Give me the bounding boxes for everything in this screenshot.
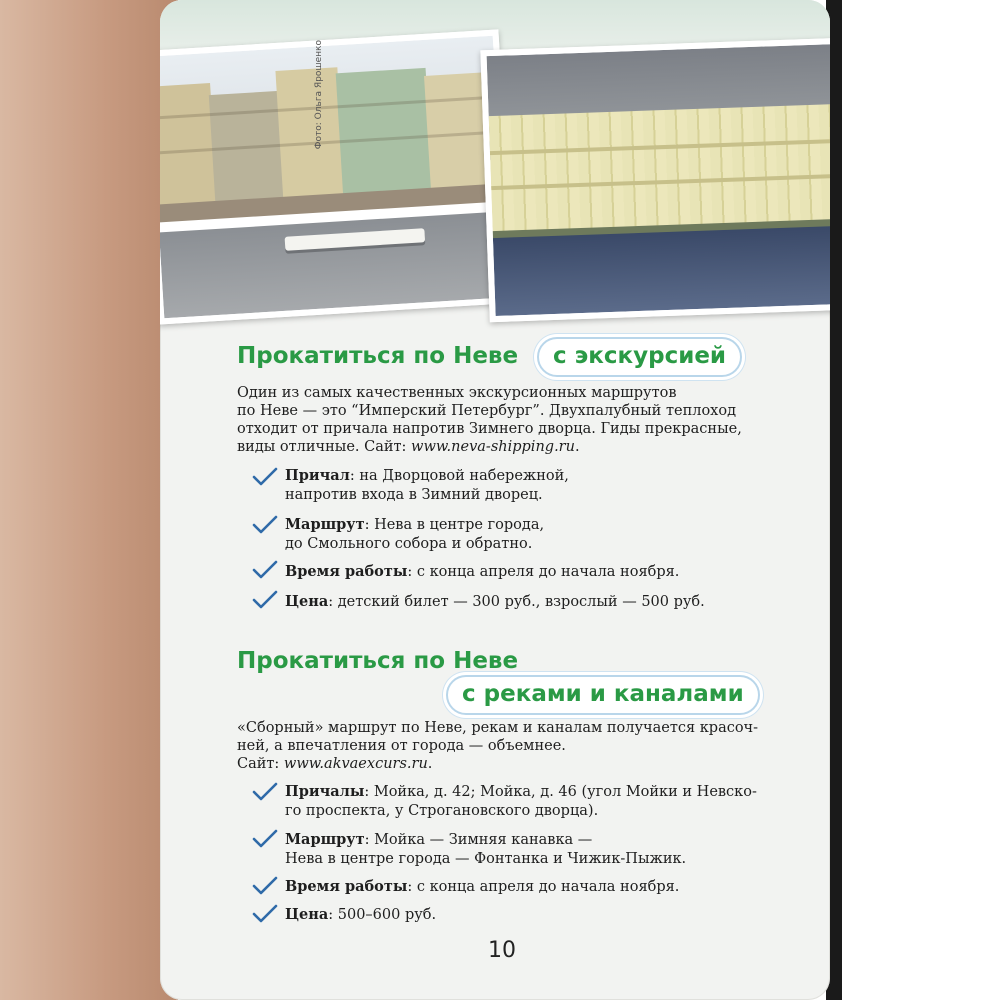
section2-intro — [237, 719, 797, 773]
site-link[interactable]: www.neva-shipping.ru — [411, 439, 575, 455]
right-margin — [828, 0, 1000, 1000]
item-text: : с конца апреля до начала ноября. — [407, 564, 680, 580]
check-icon — [252, 904, 278, 924]
intro-line: Один из самых качественных экскурсионных маршрутов — [237, 385, 677, 401]
item-label: Маршрут — [285, 516, 365, 533]
section1-item-pier — [285, 466, 805, 505]
item-label: Маршрут — [285, 831, 365, 848]
item-label: Причалы — [285, 783, 365, 800]
section1-intro — [237, 384, 797, 456]
photo-winter-palace — [480, 38, 830, 322]
check-icon — [252, 467, 278, 487]
section2-item-hours — [285, 877, 805, 897]
section2-item-price — [285, 905, 805, 925]
section1-item-price — [285, 592, 805, 612]
check-icon — [252, 829, 278, 849]
section2-heading: Прокатиться по Неве — [237, 648, 519, 674]
photo-credit: Фото: Ольга Ярошенко — [314, 40, 324, 150]
item-text: : Мойка, д. 42; Мойка, д. 46 (угол Мойки и Невско- — [364, 784, 757, 800]
check-icon — [252, 876, 278, 896]
item-label: Время работы — [285, 878, 408, 895]
item-text: : Мойка — Зимняя канавка — — [364, 832, 593, 848]
check-icon — [252, 515, 278, 535]
item-text: до Смольного собора и обратно. — [285, 536, 533, 552]
intro-line: «Сборный» маршрут по Неве, рекам и каналам получается красоч- — [237, 720, 759, 736]
check-icon — [252, 590, 278, 610]
intro-line — [237, 755, 797, 773]
section1-item-hours — [285, 562, 805, 582]
intro-line: по Неве — это “Имперский Петербург”. Двухпалубный теплоход — [237, 403, 737, 419]
item-text: напротив входа в Зимний дворец. — [285, 487, 543, 503]
item-text: : детский билет — 300 руб., взрослый — 500 руб. — [328, 594, 705, 610]
book-left-edge — [0, 0, 178, 1000]
item-label: Время работы — [285, 563, 408, 580]
item-text: : 500–600 руб. — [328, 907, 437, 923]
item-text: : Нева в центре города, — [364, 517, 545, 533]
item-text: Нева в центре города — Фонтанка и Чижик-Пыжик. — [285, 851, 687, 867]
intro-line — [237, 438, 797, 456]
section1-heading: Прокатиться по Неве — [237, 343, 519, 369]
site-suffix: . — [427, 756, 433, 772]
check-icon — [252, 782, 278, 802]
intro-line: ней, а впечатления от города — объемнее. — [237, 738, 566, 754]
site-prefix: Сайт: — [237, 756, 284, 772]
section2-heading-bubble: с реками и каналами — [446, 675, 760, 715]
item-text: : на Дворцовой набережной, — [349, 468, 569, 484]
site-link[interactable]: www.akvaexcurs.ru — [283, 756, 428, 772]
item-text: го проспекта, у Строгановского дворца). — [285, 803, 599, 819]
page-number: 10 — [488, 938, 516, 963]
item-text: : с конца апреля до начала ноября. — [407, 879, 680, 895]
item-label: Причал — [285, 467, 350, 484]
section2-item-route — [285, 830, 805, 869]
item-label: Цена — [285, 906, 329, 923]
section1-item-route — [285, 515, 805, 554]
intro-line: отходит от причала напротив Зимнего дворца. Гиды прекрасные, — [237, 421, 742, 437]
photo-embankment — [160, 29, 515, 324]
section2-item-piers — [285, 782, 805, 821]
item-label: Цена — [285, 593, 329, 610]
site-prefix: виды отличные. Сайт: — [237, 439, 412, 455]
site-suffix: . — [574, 439, 580, 455]
section1-heading-bubble: с экскурсией — [537, 337, 742, 377]
check-icon — [252, 560, 278, 580]
